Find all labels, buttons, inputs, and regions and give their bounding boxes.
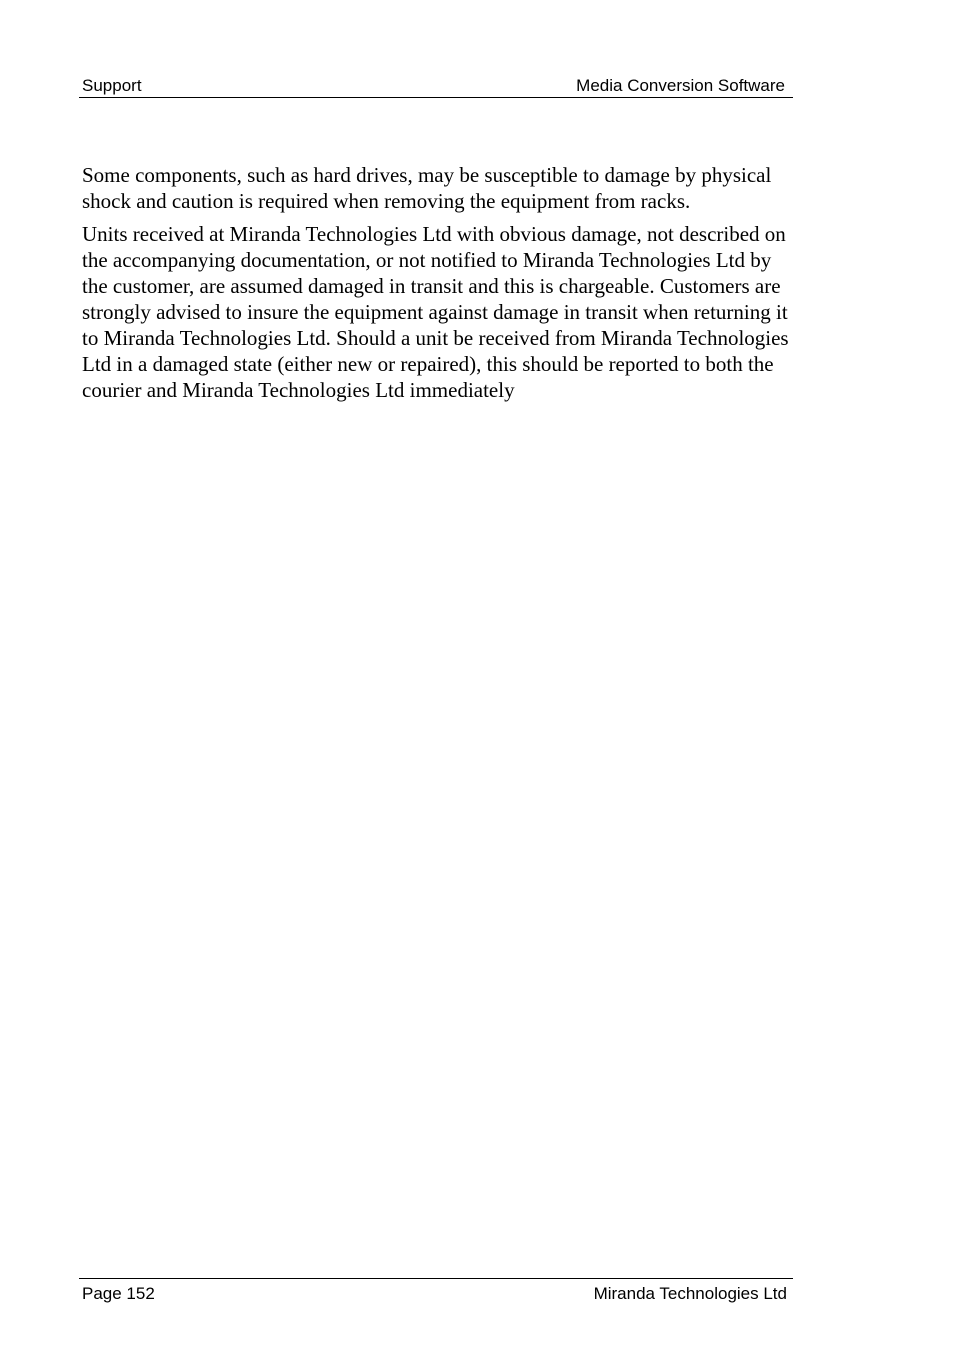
header-product-title: Media Conversion Software [576, 76, 785, 95]
paragraph-damage-policy: Units received at Miranda Technologies Ltd with obvious damage, not described on the accompanying documentation, or not notified to Miranda Technologies Ltd by the customer, are assumed damaged in transit and this is chargeable. Customers are strongly advised to insure the equipment against damage in transit when returning it to Miranda Technologies Ltd. Should a unit be received from Miranda Technologies Ltd in a damaged state (either new or repaired), this should be reported to both the courier and Miranda Technologies Ltd immediately [82, 222, 789, 402]
page-footer [79, 1278, 793, 1307]
paragraph-handling-caution: Some components, such as hard drives, may be susceptible to damage by physical shock and caution is required when removing the equipment from racks. [82, 163, 772, 213]
footer-company: Miranda Technologies Ltd [593, 1284, 787, 1303]
header-section-title: Support [82, 76, 142, 95]
page-body [82, 162, 794, 410]
page-number: Page 152 [82, 1284, 155, 1303]
page-header [79, 74, 793, 98]
